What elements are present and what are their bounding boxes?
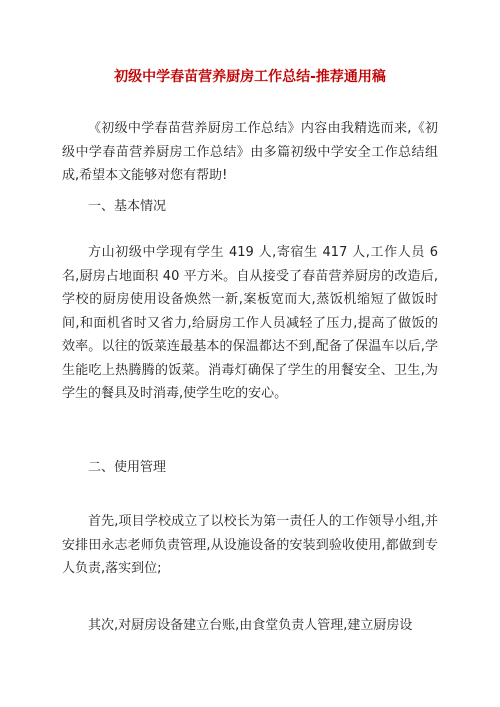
section-paragraph-second: 其次,对厨房设备建立台账,由食堂负责人管理,建立厨房设: [88, 618, 413, 633]
section-paragraph-basic-info: 方山初级中学现有学生 419 人,寄宿生 417 人,工作人员 6 名,厨房占地面积 40 平方米。自从接受了春苗营养厨房的改造后,学校的厨房使用设备焕然一新,案板宽而大,蒸饭机缩短了做饭时间,和面机省时又省力,给厨房工作人员减轻了压力,提高了做饭的效率。以往的饭菜连最基本的保温都达不到,配备了保温车以后,学生能吃上热腾腾的饭菜。消毒灯确保了学生的用餐安全、卫生,为学生的餐具及时消毒,使学生吃的安心。: [62, 245, 438, 401]
section-paragraph-first: 首先,项目学校成立了以校长为第一责任人的工作领导小组,并安排田永志老师负责管理,从设施设备的安装到验收使用,都做到专人负责,落实到位;: [62, 514, 438, 576]
intro-paragraph: 《初级中学春苗营养厨房工作总结》内容由我精选而来,《初级中学春苗营养厨房工作总结》由多篇初级中学安全工作总结组成,希望本文能够对您有帮助!: [62, 121, 438, 183]
section-heading-basic-info: 一、基本情况: [88, 199, 167, 214]
document-title: 初级中学春苗营养厨房工作总结-推荐通用稿: [114, 69, 386, 85]
section-heading-usage-management: 二、使用管理: [88, 460, 167, 475]
